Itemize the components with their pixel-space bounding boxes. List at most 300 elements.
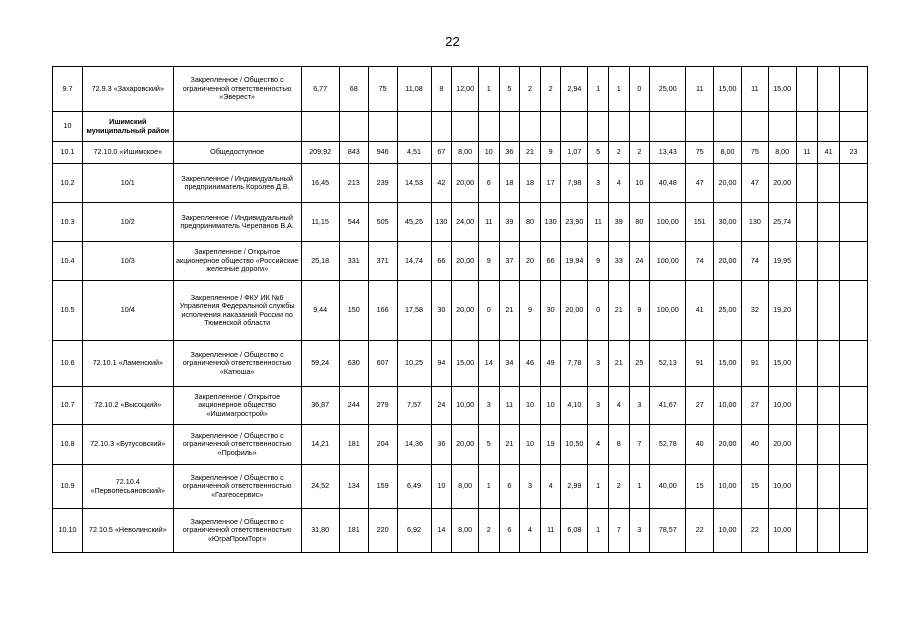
table-cell: 10.3 xyxy=(53,203,83,242)
table-cell: 14 xyxy=(478,341,499,387)
table-cell xyxy=(818,341,840,387)
table-cell: 10 xyxy=(520,425,541,465)
table-cell: 40 xyxy=(741,425,768,465)
table-cell: 10/1 xyxy=(82,164,173,203)
table-cell: 19,95 xyxy=(768,242,796,281)
table-cell: 151 xyxy=(686,203,714,242)
table-cell: 11 xyxy=(499,387,520,425)
table-row xyxy=(53,281,868,341)
table-cell: 72.10.4 «Первопесьяновский» xyxy=(82,465,173,509)
table-cell: 3 xyxy=(588,341,609,387)
table-cell: 67 xyxy=(431,142,452,164)
table-cell: 6 xyxy=(499,465,520,509)
table-cell: 11 xyxy=(540,509,561,553)
table-cell: 181 xyxy=(339,509,368,553)
table-cell: 4 xyxy=(608,387,629,425)
table-cell: 19,94 xyxy=(561,242,588,281)
table-cell: Закрепленное / Общество с ограниченной ответственностью «Газгеосервис» xyxy=(173,465,301,509)
table-cell: 946 xyxy=(368,142,397,164)
table-cell: 25,18 xyxy=(301,242,339,281)
table-cell: 72.10.3 «Бутусовский» xyxy=(82,425,173,465)
table-cell: 7,57 xyxy=(397,387,431,425)
table-cell: 1,07 xyxy=(561,142,588,164)
table-row xyxy=(53,242,868,281)
table-cell: 75 xyxy=(686,142,714,164)
table-cell: 15,00 xyxy=(714,67,742,112)
table-cell: 18 xyxy=(499,164,520,203)
table-cell: 14,21 xyxy=(301,425,339,465)
table-cell: Закрепленное / Открытое акционерное общество «Российские железные дороги» xyxy=(173,242,301,281)
table-cell xyxy=(796,164,818,203)
table-cell: 47 xyxy=(741,164,768,203)
table-cell: 30 xyxy=(540,281,561,341)
table-cell: 21 xyxy=(499,425,520,465)
table-cell: 72.10.2 «Высоцкий» xyxy=(82,387,173,425)
table-cell: 7,78 xyxy=(561,341,588,387)
table-cell: 52,13 xyxy=(650,341,686,387)
table-cell: 20,00 xyxy=(768,164,796,203)
table-cell xyxy=(796,425,818,465)
table-cell: 14,36 xyxy=(397,425,431,465)
table-cell: 843 xyxy=(339,142,368,164)
table-cell xyxy=(839,203,867,242)
table-cell: 40 xyxy=(686,425,714,465)
table-cell: 41 xyxy=(686,281,714,341)
table-cell: 130 xyxy=(540,203,561,242)
table-cell xyxy=(839,465,867,509)
table-cell: 3 xyxy=(588,164,609,203)
table-cell xyxy=(818,164,840,203)
table-cell: 15,00 xyxy=(714,341,742,387)
table-cell xyxy=(796,341,818,387)
table-cell: 21 xyxy=(520,142,541,164)
table-cell xyxy=(839,112,867,142)
table-cell xyxy=(796,465,818,509)
table-cell: 220 xyxy=(368,509,397,553)
table-cell: Закрепленное / Общество с ограниченной ответственностью «Профиль» xyxy=(173,425,301,465)
table-cell: 10,25 xyxy=(397,341,431,387)
table-cell xyxy=(686,112,714,142)
table-cell: 4 xyxy=(608,164,629,203)
table-cell: 80 xyxy=(520,203,541,242)
table-cell xyxy=(839,509,867,553)
table-cell xyxy=(520,112,541,142)
table-cell xyxy=(629,112,650,142)
table-cell: 6,08 xyxy=(561,509,588,553)
table-cell: 3 xyxy=(629,509,650,553)
table-cell: 46 xyxy=(520,341,541,387)
table-cell: 20,00 xyxy=(714,242,742,281)
table-cell: 16,45 xyxy=(301,164,339,203)
table-cell: 72.10.5 «Неволинский» xyxy=(82,509,173,553)
table-cell xyxy=(796,509,818,553)
table-cell: 22 xyxy=(741,509,768,553)
table-cell: Закрепленное / ФКУ ИК №6 Управления Федеральной службы исполнения наказаний России по Тюменской области xyxy=(173,281,301,341)
table-cell: 12,00 xyxy=(452,67,479,112)
table-cell: 1 xyxy=(588,67,609,112)
table-cell: 32 xyxy=(741,281,768,341)
table-cell: 544 xyxy=(339,203,368,242)
table-cell: 20,00 xyxy=(561,281,588,341)
table-cell: 2 xyxy=(478,509,499,553)
table-cell: 2 xyxy=(608,142,629,164)
table-cell: 15 xyxy=(741,465,768,509)
table-cell: 36,87 xyxy=(301,387,339,425)
table-cell: 14 xyxy=(431,509,452,553)
table-cell: 239 xyxy=(368,164,397,203)
table-cell: Закрепленное / Индивидуальный предприниматель Королев Д.В. xyxy=(173,164,301,203)
table-cell xyxy=(741,112,768,142)
table-cell xyxy=(818,509,840,553)
table-row xyxy=(53,203,868,242)
table-cell: 10.1 xyxy=(53,142,83,164)
table-cell: 13,43 xyxy=(650,142,686,164)
table-cell: 49 xyxy=(540,341,561,387)
table-cell: 36 xyxy=(431,425,452,465)
table-cell: 9 xyxy=(478,242,499,281)
table-cell: 15 xyxy=(686,465,714,509)
table-cell: 9.7 xyxy=(53,67,83,112)
table-cell: 10.6 xyxy=(53,341,83,387)
table-cell: 25,74 xyxy=(768,203,796,242)
table-cell xyxy=(818,203,840,242)
table-cell xyxy=(431,112,452,142)
table-cell: 21 xyxy=(608,341,629,387)
table-cell: 10,50 xyxy=(561,425,588,465)
table-cell xyxy=(839,242,867,281)
table-cell: 72.10.0 «Ишимское» xyxy=(82,142,173,164)
table-cell: 10/2 xyxy=(82,203,173,242)
table-cell: 20,00 xyxy=(768,425,796,465)
table-cell: Закрепленное / Общество с ограниченной ответственностью «Эверест» xyxy=(173,67,301,112)
table-cell: Общедоступное xyxy=(173,142,301,164)
table-cell: 4 xyxy=(520,509,541,553)
page-number: 22 xyxy=(445,34,460,49)
table-cell: 10,00 xyxy=(768,387,796,425)
table-cell: 75 xyxy=(368,67,397,112)
table-cell: 20,00 xyxy=(452,242,479,281)
table-cell: 40,48 xyxy=(650,164,686,203)
table-cell: 100,00 xyxy=(650,242,686,281)
table-cell: 8,00 xyxy=(714,142,742,164)
table-cell: 10 xyxy=(520,387,541,425)
table-cell xyxy=(339,112,368,142)
table-cell: 94 xyxy=(431,341,452,387)
table-cell: 10 xyxy=(53,112,83,142)
table-cell: 10 xyxy=(431,465,452,509)
table-cell xyxy=(714,112,742,142)
table-cell: 6,92 xyxy=(397,509,431,553)
table-row xyxy=(53,509,868,553)
table-cell: 0 xyxy=(478,281,499,341)
table-cell: Закрепленное / Общество с ограниченной ответственностью «ЮграПромТорг» xyxy=(173,509,301,553)
table-cell: 19 xyxy=(540,425,561,465)
table-cell: 5 xyxy=(478,425,499,465)
table-cell: 9 xyxy=(520,281,541,341)
table-cell xyxy=(608,112,629,142)
table-cell: 15,00 xyxy=(768,341,796,387)
table-cell: 2 xyxy=(629,142,650,164)
table-cell: 1 xyxy=(608,67,629,112)
table-cell: 42 xyxy=(431,164,452,203)
table-cell xyxy=(796,203,818,242)
table-cell: 39 xyxy=(608,203,629,242)
table-cell: 1 xyxy=(629,465,650,509)
table-cell: 7 xyxy=(608,509,629,553)
table-cell xyxy=(818,67,840,112)
table-cell: 1 xyxy=(478,465,499,509)
table-cell: 204 xyxy=(368,425,397,465)
table-cell xyxy=(818,425,840,465)
table-cell: 15,00 xyxy=(452,341,479,387)
table-cell: 8,00 xyxy=(452,142,479,164)
table-cell: 9 xyxy=(629,281,650,341)
table-cell: 24,00 xyxy=(452,203,479,242)
table-cell: 47 xyxy=(686,164,714,203)
table-cell: 4,51 xyxy=(397,142,431,164)
table-cell: 75 xyxy=(741,142,768,164)
table-cell: 5 xyxy=(499,67,520,112)
table-cell: 10,00 xyxy=(714,387,742,425)
table-cell xyxy=(839,387,867,425)
table-cell: 2 xyxy=(608,465,629,509)
table-cell: 10 xyxy=(629,164,650,203)
table-cell: 150 xyxy=(339,281,368,341)
table-cell: 630 xyxy=(339,341,368,387)
table-cell: 41,67 xyxy=(650,387,686,425)
table-cell: 11 xyxy=(686,67,714,112)
table-cell: 9,44 xyxy=(301,281,339,341)
table-cell: 10.10 xyxy=(53,509,83,553)
table-cell xyxy=(540,112,561,142)
table-cell xyxy=(796,242,818,281)
table-cell xyxy=(368,112,397,142)
table-cell: 5 xyxy=(588,142,609,164)
table-cell: 1 xyxy=(588,465,609,509)
table-cell: 24 xyxy=(431,387,452,425)
table-cell: 78,57 xyxy=(650,509,686,553)
table-row xyxy=(53,425,868,465)
table-row xyxy=(53,112,868,142)
table-row xyxy=(53,164,868,203)
table-cell xyxy=(650,112,686,142)
table-cell: 52,78 xyxy=(650,425,686,465)
table-cell: 4 xyxy=(588,425,609,465)
table-cell: 23 xyxy=(839,142,867,164)
table-cell: Закрепленное / Индивидуальный предприниматель Черепанов В.А. xyxy=(173,203,301,242)
table-cell: 10.7 xyxy=(53,387,83,425)
table-cell: 72.9.3 «Захаровский» xyxy=(82,67,173,112)
table-cell xyxy=(818,387,840,425)
table-cell: 130 xyxy=(431,203,452,242)
table-cell: 4,10 xyxy=(561,387,588,425)
table-body xyxy=(53,67,868,553)
table-cell: 1 xyxy=(588,509,609,553)
table-cell: 31,80 xyxy=(301,509,339,553)
table-cell: 27 xyxy=(741,387,768,425)
table-cell: 11,08 xyxy=(397,67,431,112)
table-cell: 0 xyxy=(629,67,650,112)
table-cell: 72.10.1 «Ламенский» xyxy=(82,341,173,387)
table-cell: 20,00 xyxy=(452,281,479,341)
table-cell xyxy=(499,112,520,142)
table-cell: 21 xyxy=(608,281,629,341)
table-cell: 14,53 xyxy=(397,164,431,203)
table-cell xyxy=(452,112,479,142)
table-cell: 19,20 xyxy=(768,281,796,341)
table-cell: 41 xyxy=(818,142,840,164)
table-cell: 25,00 xyxy=(650,67,686,112)
hunting-grounds-table xyxy=(52,66,868,553)
table-cell: 6 xyxy=(499,509,520,553)
table-cell: 7 xyxy=(629,425,650,465)
table-cell: 23,90 xyxy=(561,203,588,242)
table-cell: 11,15 xyxy=(301,203,339,242)
table-cell: 209,92 xyxy=(301,142,339,164)
table-cell: 20,00 xyxy=(452,164,479,203)
table-cell xyxy=(839,164,867,203)
table-cell: 2,99 xyxy=(561,465,588,509)
table-cell: 6,49 xyxy=(397,465,431,509)
table-row xyxy=(53,67,868,112)
table-cell: 213 xyxy=(339,164,368,203)
table-cell: 10,00 xyxy=(452,387,479,425)
table-cell: 7,98 xyxy=(561,164,588,203)
table-cell: 4 xyxy=(540,465,561,509)
table-cell: 74 xyxy=(741,242,768,281)
table-cell: 100,00 xyxy=(650,203,686,242)
table-cell: 27 xyxy=(686,387,714,425)
table-cell xyxy=(796,112,818,142)
table-cell: 10 xyxy=(478,142,499,164)
table-cell xyxy=(818,112,840,142)
table-cell: 607 xyxy=(368,341,397,387)
table-cell: 74 xyxy=(686,242,714,281)
table-row xyxy=(53,465,868,509)
table-cell: 33 xyxy=(608,242,629,281)
table-cell xyxy=(818,242,840,281)
table-cell: 25 xyxy=(629,341,650,387)
table-cell xyxy=(818,465,840,509)
table-cell: 10/3 xyxy=(82,242,173,281)
table-cell: 9 xyxy=(540,142,561,164)
table-cell: 22 xyxy=(686,509,714,553)
table-cell: 18 xyxy=(520,164,541,203)
table-cell: 66 xyxy=(431,242,452,281)
table-cell xyxy=(301,112,339,142)
table-cell xyxy=(796,281,818,341)
table-cell: 331 xyxy=(339,242,368,281)
table-cell: 8,00 xyxy=(452,509,479,553)
table-cell: 10/4 xyxy=(82,281,173,341)
table-cell: 8,00 xyxy=(768,142,796,164)
table-cell: 9 xyxy=(588,242,609,281)
table-cell: 24,52 xyxy=(301,465,339,509)
table-cell: 181 xyxy=(339,425,368,465)
table-cell: 10.8 xyxy=(53,425,83,465)
table-cell: 21 xyxy=(499,281,520,341)
table-cell xyxy=(588,112,609,142)
table-cell xyxy=(397,112,431,142)
table-cell: 40,00 xyxy=(650,465,686,509)
table-cell: 166 xyxy=(368,281,397,341)
table-cell: 100,00 xyxy=(650,281,686,341)
table-cell: 20 xyxy=(520,242,541,281)
table-cell: 17 xyxy=(540,164,561,203)
table-cell: Ишимский муниципальный район xyxy=(82,112,173,142)
table-cell: 15,00 xyxy=(768,67,796,112)
table-cell xyxy=(839,67,867,112)
table-cell: 6,77 xyxy=(301,67,339,112)
table-cell: 14,74 xyxy=(397,242,431,281)
table-cell: 3 xyxy=(588,387,609,425)
table-row xyxy=(53,142,868,164)
table-cell: 10.4 xyxy=(53,242,83,281)
table-cell: 91 xyxy=(741,341,768,387)
table-cell: 3 xyxy=(520,465,541,509)
table-cell: 10,00 xyxy=(714,465,742,509)
table-cell xyxy=(839,341,867,387)
table-cell: 36 xyxy=(499,142,520,164)
table-cell: 20,00 xyxy=(714,425,742,465)
table-cell: 10,00 xyxy=(714,509,742,553)
table-cell: 279 xyxy=(368,387,397,425)
table-cell: 10.5 xyxy=(53,281,83,341)
table-cell: 2,94 xyxy=(561,67,588,112)
table-cell: 34 xyxy=(499,341,520,387)
table-cell xyxy=(173,112,301,142)
table-cell: 11 xyxy=(588,203,609,242)
table-cell xyxy=(561,112,588,142)
table-cell: 11 xyxy=(478,203,499,242)
table-row xyxy=(53,387,868,425)
table-cell: 6 xyxy=(478,164,499,203)
table-cell: 8 xyxy=(431,67,452,112)
table-cell: 1 xyxy=(478,67,499,112)
table-cell: 10.9 xyxy=(53,465,83,509)
table-cell: 59,24 xyxy=(301,341,339,387)
table-cell: 134 xyxy=(339,465,368,509)
table-cell: 8 xyxy=(608,425,629,465)
table-cell: 3 xyxy=(478,387,499,425)
table-cell: 0 xyxy=(588,281,609,341)
table-cell: 8,00 xyxy=(452,465,479,509)
table-cell: Закрепленное / Открытое акционерное общество «Ишимагрострой» xyxy=(173,387,301,425)
table-cell: 2 xyxy=(540,67,561,112)
table-cell: 3 xyxy=(629,387,650,425)
table-cell: 39 xyxy=(499,203,520,242)
table-cell: 25,00 xyxy=(714,281,742,341)
table-row xyxy=(53,341,868,387)
table-cell xyxy=(818,281,840,341)
table-cell xyxy=(478,112,499,142)
table-cell: 45,25 xyxy=(397,203,431,242)
table-cell xyxy=(839,281,867,341)
table-cell: 11 xyxy=(741,67,768,112)
table-cell: 505 xyxy=(368,203,397,242)
table-cell: 37 xyxy=(499,242,520,281)
table-cell: 244 xyxy=(339,387,368,425)
table-cell: 91 xyxy=(686,341,714,387)
table-cell: 68 xyxy=(339,67,368,112)
table-cell xyxy=(839,425,867,465)
table-cell: 10.2 xyxy=(53,164,83,203)
table-cell: 20,00 xyxy=(452,425,479,465)
table-cell: 11 xyxy=(796,142,818,164)
table-cell: 130 xyxy=(741,203,768,242)
table-cell: 10 xyxy=(540,387,561,425)
table-cell: 10,00 xyxy=(768,465,796,509)
